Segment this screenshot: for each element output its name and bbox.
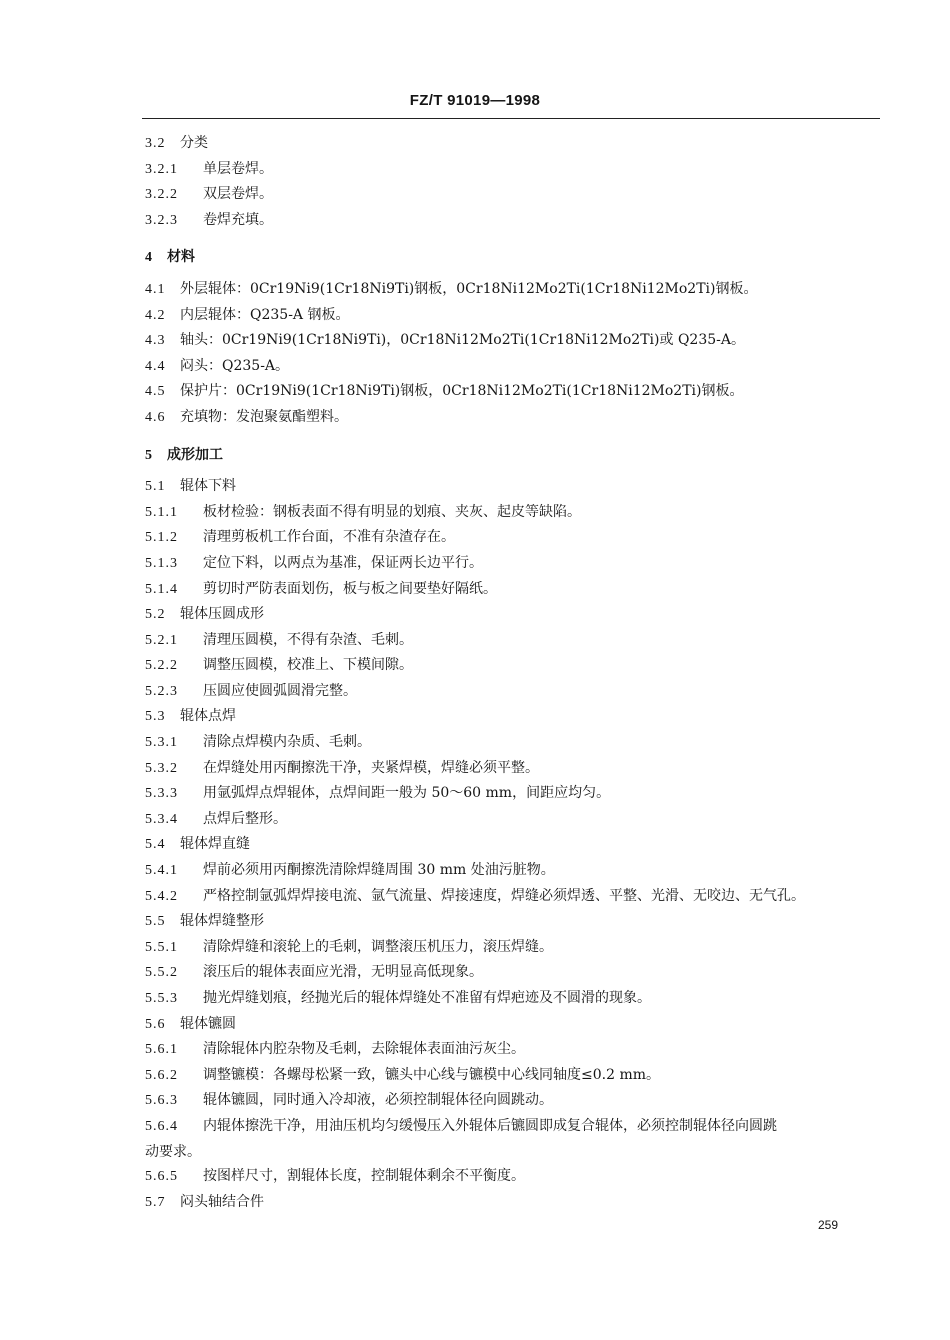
clause-number: 5.1.4	[145, 581, 178, 597]
clause-number: 5.3.1	[145, 735, 178, 751]
clause-number: 5.5	[145, 914, 166, 930]
section-gap	[145, 233, 880, 239]
clause-line	[145, 653, 880, 679]
clause-line	[145, 1114, 880, 1140]
clause-number: 5.7	[145, 1194, 166, 1210]
clause-text: 材料	[167, 249, 195, 266]
clause-number: 5.4	[145, 837, 166, 853]
clause-line	[145, 1012, 880, 1038]
clause-text: 抛光焊缝划痕，经抛光后的辊体焊缝处不准留有焊疤迹及不圆滑的现象。	[203, 990, 651, 1006]
clause-line	[145, 277, 880, 303]
clause-text: 点焊后整形。	[203, 810, 287, 827]
clause-text: 用氩弧焊点焊辊体，点焊间距一般为 50～60 mm，间距应均匀。	[203, 785, 611, 802]
clause-number: 5.6.1	[145, 1042, 178, 1058]
clause-number: 5.6.3	[145, 1093, 178, 1109]
clause-number: 3.2.3	[145, 212, 178, 228]
clause-number: 5.6.2	[145, 1067, 178, 1083]
clause-text: 外层辊体：0Cr19Ni9(1Cr18Ni9Ti)钢板，0Cr18Ni12Mo2Ti(1Cr18Ni12Mo2Ti)钢板。	[180, 280, 758, 297]
clause-line	[145, 474, 880, 500]
clause-text: 清理剪板机工作台面，不准有杂渣存在。	[203, 529, 455, 546]
clause-number: 5.3	[145, 709, 166, 725]
clause-line	[145, 628, 880, 654]
clause-line	[145, 960, 880, 986]
clause-number: 4	[145, 250, 153, 266]
clause-text: 辊体镳圆，同时通入冷却液，必须控制辊体径向圆跳动。	[203, 1092, 553, 1109]
clause-text: 调整镳模：各螺母松紧一致，镳头中心线与镳模中心线同轴度≤0.2 mm。	[203, 1066, 660, 1083]
clause-line	[145, 208, 880, 234]
clause-text: 滚压后的辊体表面应光滑，无明显高低现象。	[203, 964, 483, 981]
clause-line	[145, 1140, 880, 1165]
clause-text: 辊体点焊	[180, 708, 236, 725]
clause-number: 5	[145, 447, 153, 463]
clause-text: 在焊缝处用丙酮擦洗干净，夹紧焊模，焊缝必须平整。	[203, 759, 539, 776]
clause-number: 4.6	[145, 409, 166, 425]
clause-line	[145, 577, 880, 603]
clause-line	[145, 1164, 880, 1190]
clause-number: 4.3	[145, 333, 166, 349]
document-body	[145, 131, 880, 1215]
clause-text: 辊体压圆成形	[180, 606, 264, 623]
section-gap	[145, 431, 880, 437]
clause-number: 5.4.2	[145, 888, 178, 904]
clause-number: 4.2	[145, 307, 166, 323]
clause-line	[145, 679, 880, 705]
clause-line	[145, 182, 880, 208]
clause-line	[145, 500, 880, 526]
clause-line	[145, 551, 880, 577]
clause-text: 内辊体擦洗干净，用油压机均匀缓慢压入外辊体后镳圆即成复合辊体，必须控制辊体径向圆跳	[203, 1117, 777, 1134]
clause-line	[145, 730, 880, 756]
clause-line	[145, 1063, 880, 1089]
clause-line	[145, 525, 880, 551]
clause-text: 单层卷焊。	[203, 160, 273, 177]
clause-line	[145, 405, 880, 431]
clause-number: 5.2.2	[145, 658, 178, 674]
clause-line	[145, 354, 880, 380]
clause-text: 动要求。	[145, 1143, 201, 1160]
standard-code-header: FZ/T 91019—1998	[409, 92, 541, 109]
clause-line	[145, 704, 880, 730]
clause-number: 5.3.2	[145, 760, 178, 776]
clause-number: 3.2.2	[145, 187, 178, 203]
clause-line	[145, 909, 880, 935]
clause-text: 调整压圆模，校准上、下模间隙。	[203, 657, 413, 674]
clause-number: 5.5.2	[145, 965, 178, 981]
clause-line	[145, 1190, 880, 1216]
header-rule	[142, 118, 880, 119]
clause-text: 按图样尺寸，割辊体长度，控制辊体剩余不平衡度。	[203, 1168, 525, 1185]
clause-text: 辊体焊直缝	[180, 836, 250, 853]
clause-text: 双层卷焊。	[203, 186, 273, 203]
clause-number: 4.4	[145, 358, 166, 374]
clause-line	[145, 157, 880, 183]
clause-line	[145, 328, 880, 354]
clause-number: 5.1.2	[145, 530, 178, 546]
clause-line	[145, 935, 880, 961]
clause-number: 3.2	[145, 136, 166, 151]
clause-number: 4.5	[145, 384, 166, 400]
clause-text: 定位下料，以两点为基准，保证两长边平行。	[203, 554, 483, 571]
clause-text: 清除点焊模内杂质、毛刺。	[203, 734, 371, 751]
clause-number: 5.5.3	[145, 991, 178, 1006]
clause-line	[145, 807, 880, 833]
clause-number: 5.6.5	[145, 1169, 178, 1185]
clause-number: 3.2.1	[145, 161, 178, 177]
clause-line	[145, 379, 880, 405]
clause-text: 闷头轴结合件	[180, 1193, 264, 1210]
clause-text: 分类	[180, 135, 208, 151]
clause-text: 保护片：0Cr19Ni9(1Cr18Ni9Ti)钢板，0Cr18Ni12Mo2Ti(1Cr18Ni12Mo2Ti)钢板。	[180, 383, 744, 400]
clause-text: 卷焊充填。	[203, 211, 273, 228]
clause-text: 内层辊体：Q235-A 钢板。	[180, 306, 350, 323]
clause-text: 充填物：发泡聚氨酯塑料。	[180, 408, 348, 425]
clause-number: 5.3.4	[145, 811, 178, 827]
chapter-heading	[145, 443, 880, 469]
clause-text: 清理压圆模，不得有杂渣、毛刺。	[203, 631, 413, 648]
clause-text: 焊前必须用丙酮擦洗清除焊缝周围 30 mm 处油污脏物。	[203, 862, 555, 879]
clause-text: 辊体焊缝整形	[180, 913, 264, 930]
clause-number: 5.2.1	[145, 632, 178, 648]
clause-text: 成形加工	[167, 446, 223, 463]
clause-line	[145, 986, 880, 1012]
clause-number: 5.3.3	[145, 786, 178, 802]
clause-text: 辊体镳圆	[180, 1015, 236, 1032]
clause-text: 清除辊体内腔杂物及毛刺，去除辊体表面油污灰尘。	[203, 1041, 525, 1058]
clause-number: 5.6.4	[145, 1118, 178, 1134]
clause-line	[145, 1037, 880, 1063]
clause-text: 清除焊缝和滚轮上的毛刺，调整滚压机压力，滚压焊缝。	[203, 938, 553, 955]
clause-number: 5.5.1	[145, 939, 178, 955]
chapter-heading	[145, 245, 880, 271]
clause-text: 闷头：Q235-A。	[180, 357, 290, 374]
clause-line	[145, 781, 880, 807]
clause-number: 5.2	[145, 607, 166, 623]
clause-line	[145, 756, 880, 782]
clause-text: 辊体下料	[180, 478, 236, 495]
clause-line	[145, 131, 880, 157]
page-number: 259	[817, 1218, 838, 1232]
clause-number: 4.1	[145, 281, 166, 297]
clause-line	[145, 832, 880, 858]
clause-number: 5.6	[145, 1016, 166, 1032]
clause-text: 压圆应使圆弧圆滑完整。	[203, 682, 357, 699]
clause-line	[145, 1088, 880, 1114]
clause-line	[145, 858, 880, 884]
clause-line	[145, 884, 880, 910]
clause-number: 5.2.3	[145, 683, 178, 699]
clause-number: 5.1.1	[145, 504, 178, 520]
clause-number: 5.1.3	[145, 555, 178, 571]
clause-number: 5.1	[145, 479, 166, 495]
clause-number: 5.4.1	[145, 863, 178, 879]
clause-text: 板材检验：钢板表面不得有明显的划痕、夹灰、起皮等缺陷。	[203, 503, 581, 520]
clause-line	[145, 303, 880, 329]
clause-line	[145, 602, 880, 628]
clause-text: 严格控制氩弧焊焊接电流、氩气流量、焊接速度，焊缝必须焊透、平整、光滑、无咬边、无气孔。	[203, 887, 805, 904]
clause-text: 轴头：0Cr19Ni9(1Cr18Ni9Ti)，0Cr18Ni12Mo2Ti(1Cr18Ni12Mo2Ti)或 Q235-A。	[180, 332, 745, 349]
clause-text: 剪切时严防表面划伤，板与板之间要垫好隔纸。	[203, 580, 497, 597]
